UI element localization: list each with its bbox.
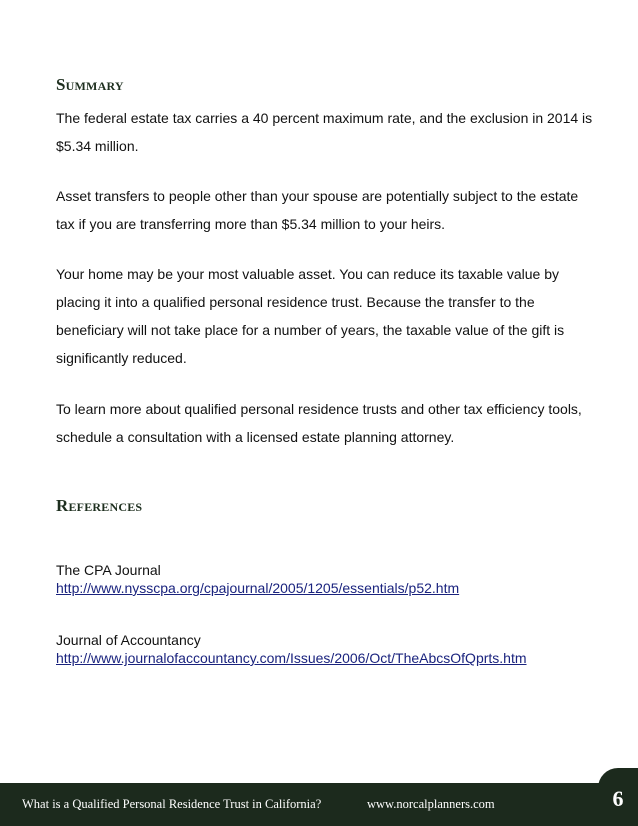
footer-document-title: What is a Qualified Personal Residence Trust in California? <box>22 797 322 811</box>
reference-item <box>56 561 616 597</box>
footer-website: www.norcalplanners.com <box>367 797 495 811</box>
summary-paragraph-3: Your home may be your most valuable asset. You can reduce its taxable value by placing it into a qualified personal residence trust. Because the transfer to the beneficiary will not take place for a number of years, the taxable value of the gift is significantly reduced. <box>56 266 565 366</box>
summary-paragraph-2: Asset transfers to people other than your spouse are potentially subject to the estate tax if you are transferring more than $5.34 million to your heirs. <box>56 188 579 232</box>
summary-heading: Summary <box>56 75 124 94</box>
reference-title: The CPA Journal <box>56 562 161 578</box>
reference-title: Journal of Accountancy <box>56 632 201 648</box>
references-heading: References <box>56 496 143 515</box>
reference-item <box>56 631 616 667</box>
reference-link[interactable]: http://www.nysscpa.org/cpajournal/2005/1205/essentials/p52.htm <box>56 580 460 596</box>
page-number-tab <box>598 768 638 826</box>
summary-paragraph-4: To learn more about qualified personal residence trusts and other tax efficiency tools, schedule a consultation with a licensed estate planning attorney. <box>56 401 582 445</box>
page-footer <box>0 783 638 826</box>
summary-paragraph-1: The federal estate tax carries a 40 percent maximum rate, and the exclusion in 2014 is $5.34 million. <box>56 110 593 154</box>
page-number: 6 <box>612 786 624 811</box>
reference-link[interactable]: http://www.journalofaccountancy.com/Issues/2006/Oct/TheAbcsOfQprts.htm <box>56 650 527 666</box>
